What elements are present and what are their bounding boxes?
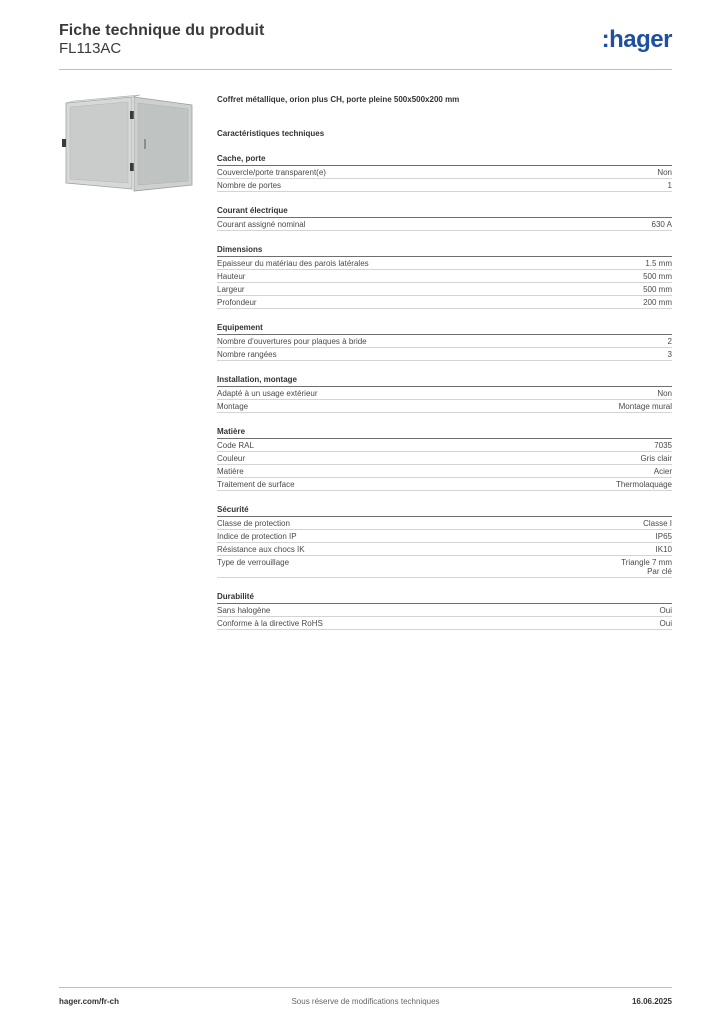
spec-section bbox=[217, 154, 672, 192]
section-title: Matière bbox=[217, 427, 672, 439]
footer-website-link[interactable]: hager.com/fr-ch bbox=[59, 997, 120, 1006]
spec-label: Type de verrouillage bbox=[217, 558, 290, 567]
spec-value bbox=[654, 467, 672, 476]
spec-sections bbox=[217, 154, 672, 630]
header-divider bbox=[59, 69, 672, 70]
spec-value-line: 200 mm bbox=[643, 298, 672, 307]
spec-value bbox=[660, 606, 672, 615]
spec-value bbox=[652, 220, 672, 229]
spec-value bbox=[643, 298, 672, 307]
spec-label: Largeur bbox=[217, 285, 245, 294]
spec-section bbox=[217, 427, 672, 491]
spec-row bbox=[217, 387, 672, 400]
metal-enclosure-image bbox=[60, 93, 199, 193]
spec-row bbox=[217, 166, 672, 179]
spec-label: Conforme à la directive RoHS bbox=[217, 619, 323, 628]
spec-row bbox=[217, 604, 672, 617]
spec-value bbox=[668, 337, 672, 346]
spec-value-line: Non bbox=[657, 389, 672, 398]
spec-label: Résistance aux chocs IK bbox=[217, 545, 305, 554]
spec-value-line: Triangle 7 mm bbox=[621, 558, 672, 567]
spec-row bbox=[217, 465, 672, 478]
spec-value bbox=[656, 532, 672, 541]
section-title: Installation, montage bbox=[217, 375, 672, 387]
spec-value-line: Thermolaquage bbox=[615, 480, 672, 489]
spec-row bbox=[217, 556, 672, 578]
footer-date: 16.06.2025 bbox=[631, 997, 672, 1006]
spec-label: Sans halogène bbox=[217, 606, 271, 615]
section-title: Equipement bbox=[217, 323, 672, 335]
spec-value-line: IP65 bbox=[655, 532, 672, 541]
spec-value-line: 1 bbox=[667, 181, 672, 190]
spec-row bbox=[217, 617, 672, 630]
spec-row bbox=[217, 400, 672, 413]
spec-value-line: Oui bbox=[659, 606, 672, 615]
spec-section bbox=[217, 592, 672, 630]
spec-value-line: Par clé bbox=[647, 567, 672, 576]
spec-label: Matière bbox=[217, 467, 244, 476]
spec-label: Epaisseur du matériau des parois latérales bbox=[217, 259, 369, 268]
spec-section bbox=[217, 206, 672, 231]
spec-value-line: 500 mm bbox=[643, 285, 672, 294]
spec-value-line: Classe I bbox=[643, 519, 672, 528]
section-title: Durabilité bbox=[217, 592, 672, 604]
section-title: Dimensions bbox=[217, 245, 672, 257]
spec-value bbox=[668, 350, 672, 359]
spec-label: Couvercle/porte transparent(e) bbox=[217, 168, 326, 177]
product-content bbox=[217, 95, 672, 644]
spec-row bbox=[217, 335, 672, 348]
spec-section bbox=[217, 323, 672, 361]
spec-label: Nombre d'ouvertures pour plaques à bride bbox=[217, 337, 367, 346]
spec-value bbox=[657, 389, 672, 398]
spec-value bbox=[619, 402, 672, 411]
hager-logo: :hager bbox=[601, 26, 672, 53]
spec-value-line: Montage mural bbox=[618, 402, 672, 411]
product-description: Coffret métallique, orion plus CH, porte pleine 500x500x200 mm bbox=[217, 95, 460, 104]
spec-label: Montage bbox=[217, 402, 249, 411]
spec-section bbox=[217, 505, 672, 578]
spec-label: Code RAL bbox=[217, 441, 254, 450]
spec-section bbox=[217, 245, 672, 309]
spec-value bbox=[657, 168, 672, 177]
spec-section bbox=[217, 375, 672, 413]
spec-label: Nombre de portes bbox=[217, 181, 282, 190]
spec-label: Nombre rangées bbox=[217, 350, 277, 359]
spec-value bbox=[660, 619, 672, 628]
spec-row bbox=[217, 439, 672, 452]
spec-value bbox=[668, 181, 672, 190]
spec-value-line: Oui bbox=[659, 619, 672, 628]
spec-value-line: 630 A bbox=[651, 220, 672, 229]
spec-value bbox=[643, 519, 672, 528]
spec-label: Traitement de surface bbox=[217, 480, 295, 489]
specs-title: Caractéristiques techniques bbox=[217, 129, 325, 138]
spec-row bbox=[217, 543, 672, 556]
spec-value-line: Acier bbox=[653, 467, 672, 476]
spec-label: Classe de protection bbox=[217, 519, 290, 528]
spec-value-line: 7035 bbox=[654, 441, 672, 450]
section-title: Cache, porte bbox=[217, 154, 672, 166]
spec-label: Courant assigné nominal bbox=[217, 220, 306, 229]
spec-row bbox=[217, 478, 672, 491]
spec-value-line: Gris clair bbox=[640, 454, 672, 463]
product-reference: FL113AC bbox=[59, 40, 122, 57]
section-title: Courant électrique bbox=[217, 206, 672, 218]
spec-value-line: 500 mm bbox=[643, 272, 672, 281]
footer-disclaimer: Sous réserve de modifications techniques bbox=[291, 997, 440, 1006]
spec-label: Indice de protection IP bbox=[217, 532, 297, 541]
page-title: Fiche technique du produit bbox=[59, 22, 265, 39]
spec-value-line: 2 bbox=[667, 337, 672, 346]
spec-label: Adapté à un usage extérieur bbox=[217, 389, 318, 398]
spec-row bbox=[217, 283, 672, 296]
spec-label: Profondeur bbox=[217, 298, 257, 307]
spec-value bbox=[643, 272, 672, 281]
spec-row bbox=[217, 179, 672, 192]
spec-value bbox=[656, 545, 672, 554]
spec-value bbox=[621, 558, 672, 576]
spec-row bbox=[217, 530, 672, 543]
spec-row bbox=[217, 270, 672, 283]
spec-value bbox=[645, 259, 672, 268]
spec-label: Hauteur bbox=[217, 272, 246, 281]
footer-divider bbox=[59, 987, 672, 988]
page-header bbox=[59, 21, 264, 58]
spec-value bbox=[616, 480, 672, 489]
spec-label: Couleur bbox=[217, 454, 246, 463]
spec-row bbox=[217, 348, 672, 361]
spec-row bbox=[217, 218, 672, 231]
spec-value-line: 3 bbox=[667, 350, 672, 359]
spec-row bbox=[217, 452, 672, 465]
spec-value bbox=[640, 454, 672, 463]
spec-value-line: IK10 bbox=[655, 545, 672, 554]
spec-row bbox=[217, 517, 672, 530]
spec-value bbox=[643, 285, 672, 294]
spec-row bbox=[217, 296, 672, 309]
spec-row bbox=[217, 257, 672, 270]
spec-value-line: Non bbox=[657, 168, 672, 177]
spec-value-line: 1.5 mm bbox=[645, 259, 672, 268]
spec-value bbox=[654, 441, 672, 450]
section-title: Sécurité bbox=[217, 505, 672, 517]
